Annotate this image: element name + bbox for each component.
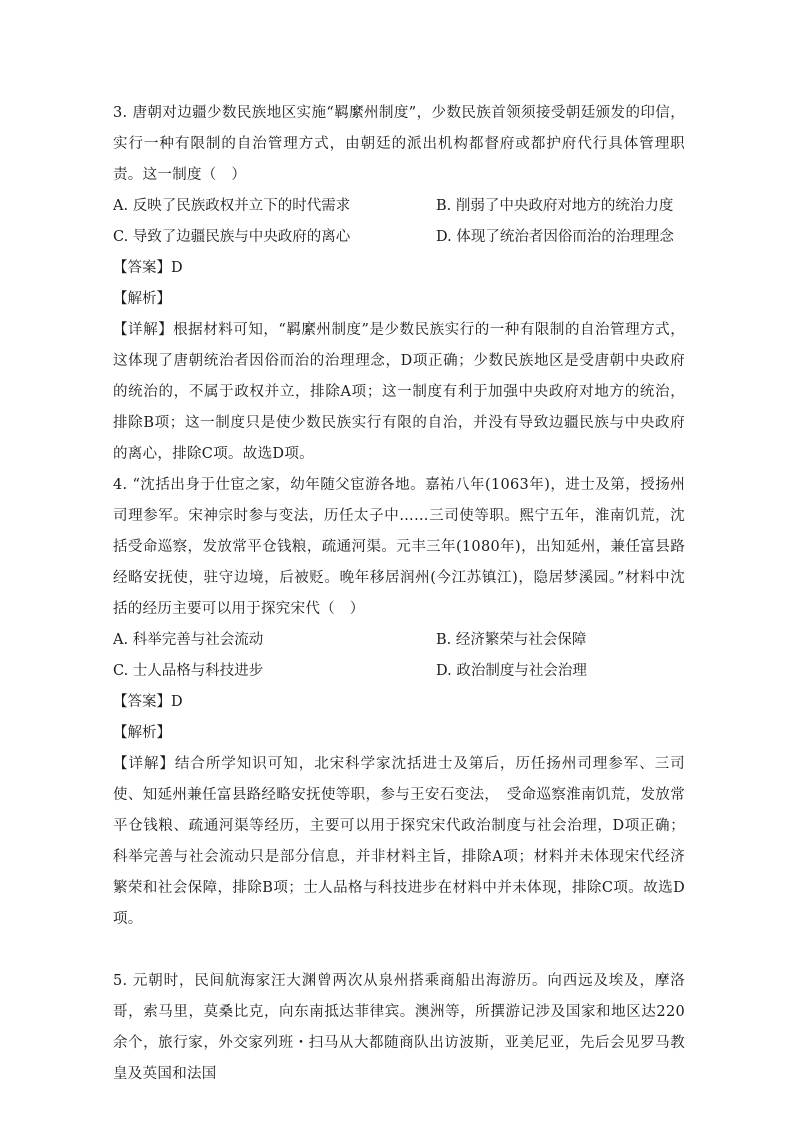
- question-3-detail: 【详解】根据材料可知，“羁縻州制度”是少数民族实行的一种有限制的自治管理方式，这体现了唐朝统治者因俗而治的治理理念，D项正确；少数民族地区是受唐朝中央政府的统治的，不属于政权并立，排除A项；这一制度有利于加强中央政府对地方的统治，排除B项；这一制度只是使少数民族实行有限的自治，并没有导致边疆民族与中央政府的离心，排除C项。故选D项。: [113, 322, 685, 462]
- question-4-option-c: C. 士人品格与科技进步: [113, 663, 264, 679]
- question-3-option-b: B. 削弱了中央政府对地方的统治力度: [436, 198, 674, 214]
- question-4-options: [113, 625, 685, 687]
- question-4-option-d: D. 政治制度与社会治理: [436, 663, 587, 679]
- question-3-stem: 3. 唐朝对边疆少数民族地区实施“羁縻州制度”，少数民族首领须接受朝廷颁发的印信，实行一种有限制的自治管理方式，由朝廷的派出机构都督府或都护府代行具体管理职责。这一制度（ ）: [113, 105, 685, 183]
- document-content: [113, 98, 685, 1090]
- question-4-stem: 4. “沈括出身于仕宦之家，幼年随父宦游各地。嘉祐八年(1063年)，进士及第，授扬州司理参军。宋神宗时参与变法，历任太子中……三司使等职。熙宁五年，淮南饥荒，沈括受命巡察，发放常平仓钱粮，疏通河渠。元丰三年(1080年)，出知延州，兼任富县路经略安抚使，驻守边境，后被贬。晚年移居润州(今江苏镇江)，隐居梦溪园。”材料中沈括的经历主要可以用于探究宋代（ ）: [113, 477, 685, 617]
- question-5-stem: 5. 元朝时，民间航海家汪大渊曾两次从泉州搭乘商船出海游历。向西远及埃及，摩洛哥，索马里，莫桑比克，向东南抵达菲律宾。澳洲等，所撰游记涉及国家和地区达220余个，旅行家，外交家列班・扫马从大都随商队出访波斯，亚美尼亚，先后会见罗马教皇及英国和法国: [113, 973, 685, 1082]
- question-4-detail: 【详解】结合所学知识可知，北宋科学家沈括进士及第后，历任扬州司理参军、三司使、知延州兼任富县路经略安抚使等职，参与王安石变法， 受命巡察淮南饥荒，发放常平仓钱粮、疏通河渠等经历，主要可以用于探究宋代政治制度与社会治理，D项正确；科举完善与社会流动只是部分信息，并非材料主旨，排除A项；材料并未体现宋代经济繁荣和社会保障，排除B项；士人品格与科技进步在材料中并未体现，排除C项。故选D项。: [113, 756, 685, 927]
- question-3-option-a: A. 反映了民族政权并立下的时代需求: [113, 198, 351, 214]
- question-4-analysis-label: 【解析】: [113, 725, 171, 741]
- question-3-option-c: C. 导致了边疆民族与中央政府的离心: [113, 229, 351, 245]
- question-4-option-b: B. 经济繁荣与社会保障: [436, 632, 587, 648]
- question-3-analysis-label: 【解析】: [113, 291, 171, 307]
- blank-line: [113, 935, 685, 966]
- question-3-answer: 【答案】D: [113, 260, 183, 276]
- question-3-option-d: D. 体现了统治者因俗而治的治理理念: [436, 229, 674, 245]
- question-4-answer: 【答案】D: [113, 694, 183, 710]
- question-3-options: [113, 191, 685, 253]
- question-4-option-a: A. 科举完善与社会流动: [113, 632, 264, 648]
